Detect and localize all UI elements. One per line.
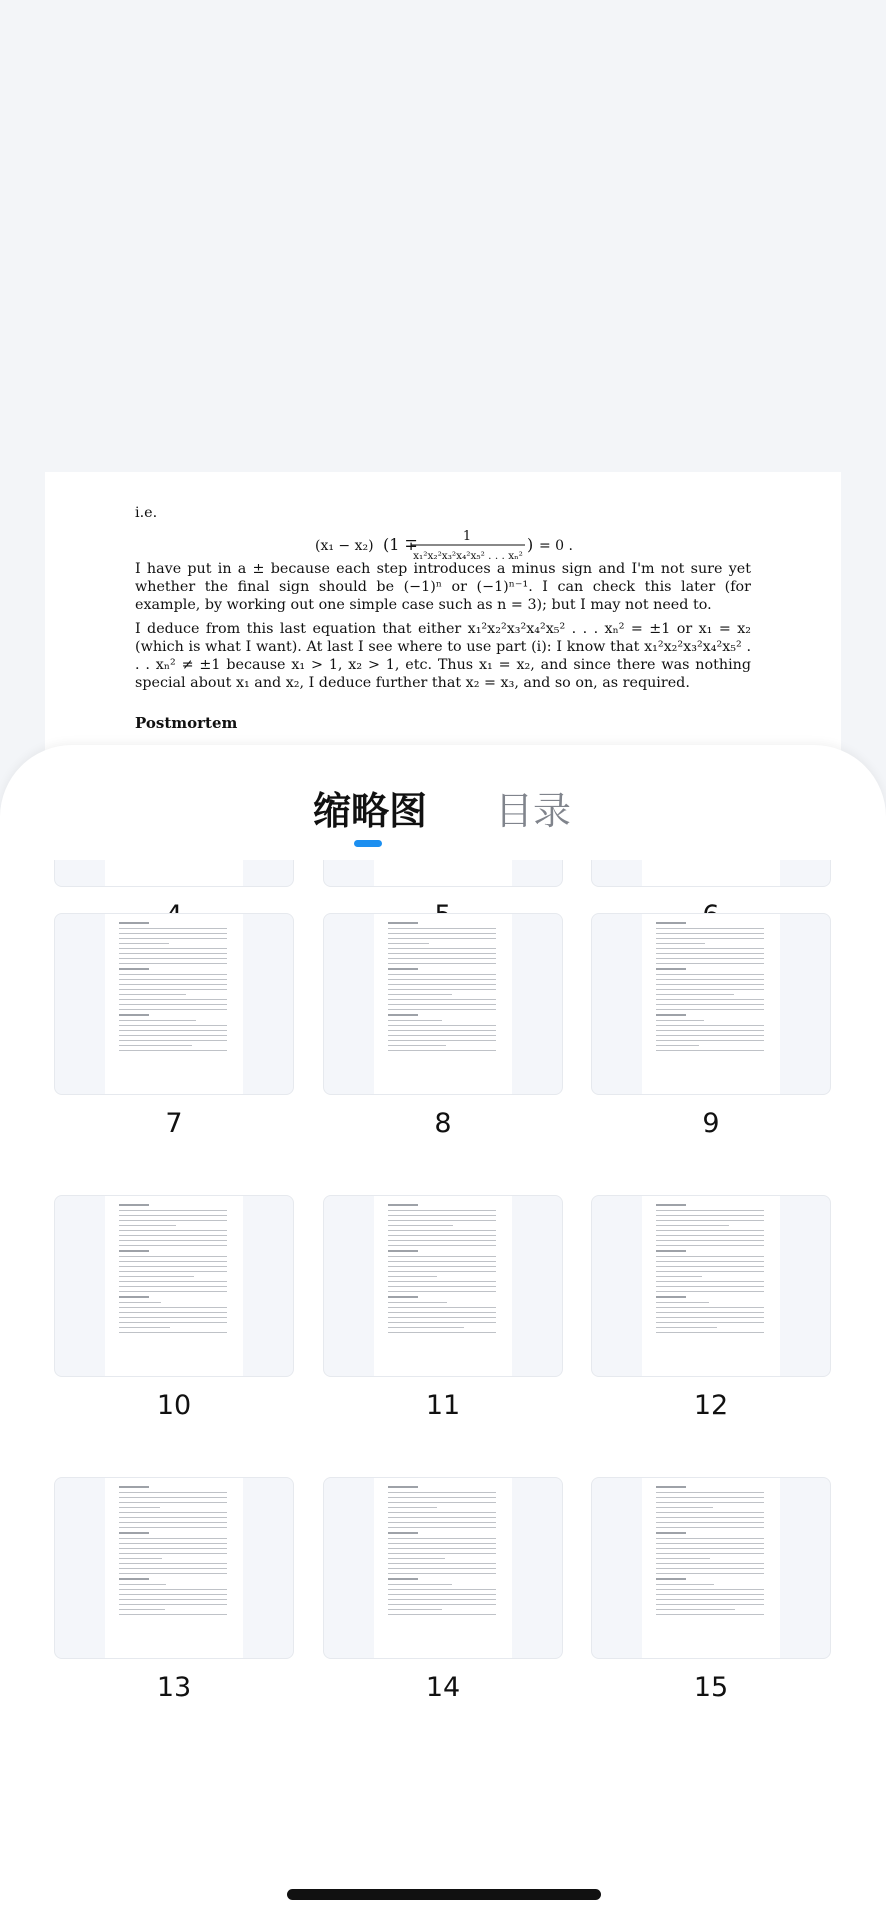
thumbnail-page-number: 9 bbox=[702, 1108, 720, 1139]
thumbnail-text-line bbox=[388, 1599, 496, 1600]
thumbnail-heading-line bbox=[388, 1014, 418, 1016]
thumbnail-text-line bbox=[656, 1604, 764, 1605]
thumbnail-heading-line bbox=[656, 1250, 686, 1252]
thumbnail-text-line bbox=[388, 1332, 496, 1333]
thumbnail-text-line bbox=[388, 1004, 496, 1005]
page-thumbnail[interactable] bbox=[54, 1195, 294, 1377]
thumbnail-text-line bbox=[388, 1594, 496, 1595]
thumbnail-text-line bbox=[388, 943, 429, 944]
thumbnail-text-line bbox=[656, 1286, 764, 1287]
thumbnail-text-line bbox=[388, 1286, 496, 1287]
thumbnail-page-preview bbox=[374, 860, 512, 887]
thumbnail-text-line bbox=[119, 1235, 227, 1236]
page-thumbnail[interactable] bbox=[54, 1477, 294, 1659]
thumbnail-text-line bbox=[119, 989, 227, 990]
thumbnail-text-line bbox=[119, 1256, 227, 1257]
page-thumbnail[interactable] bbox=[323, 1195, 563, 1377]
thumbnail-text-line bbox=[656, 1614, 764, 1615]
thumbnail-text-line bbox=[388, 1317, 496, 1318]
thumbnail-text-line bbox=[388, 953, 496, 954]
thumbnail-text-line bbox=[388, 938, 496, 939]
thumbnail-page-number: 15 bbox=[693, 1672, 729, 1703]
thumbnail-text-line bbox=[656, 928, 764, 929]
thumbnail-text-line bbox=[388, 928, 496, 929]
thumbnail-heading-line bbox=[656, 1204, 686, 1206]
thumbnail-text-line bbox=[119, 1220, 227, 1221]
thumbnail-page-number: 11 bbox=[425, 1390, 461, 1421]
thumbnail-text-line bbox=[119, 948, 227, 949]
thumbnail-text-line bbox=[388, 1281, 496, 1282]
thumbnail-text-line bbox=[656, 948, 764, 949]
thumbnail-text-line bbox=[388, 963, 496, 964]
formula-numerator: 1 bbox=[462, 529, 472, 544]
thumbnail-text-line bbox=[119, 1589, 227, 1590]
tab-active-indicator bbox=[354, 840, 382, 847]
thumbnail-text-line bbox=[656, 999, 764, 1000]
thumbnail-text-line bbox=[119, 1517, 227, 1518]
thumbnail-text-line bbox=[119, 1522, 227, 1523]
thumbnail-text-line bbox=[388, 1266, 496, 1267]
thumbnail-text-line bbox=[119, 1045, 192, 1046]
thumbnail-heading-line bbox=[656, 1532, 686, 1534]
thumbnail-heading-line bbox=[656, 1486, 686, 1488]
page-thumbnail[interactable] bbox=[323, 913, 563, 1095]
thumbnail-text-line bbox=[656, 943, 705, 944]
thumbnail-text-line bbox=[656, 1553, 764, 1554]
thumbnail-text-line bbox=[656, 1307, 764, 1308]
thumbnail-text-line bbox=[656, 963, 764, 964]
thumbnail-text-line bbox=[388, 1235, 496, 1236]
thumbnail-text-line bbox=[388, 948, 496, 949]
thumbnail-page-preview bbox=[374, 914, 512, 1095]
thumbnail-grid-viewport[interactable] bbox=[0, 860, 886, 1920]
thumbnail-text-line bbox=[119, 1035, 227, 1036]
thumbnail-text-line bbox=[656, 1558, 710, 1559]
thumbnail-text-line bbox=[119, 1594, 227, 1595]
page-thumbnail[interactable] bbox=[591, 1477, 831, 1659]
thumbnail-text-line bbox=[656, 1020, 704, 1021]
thumbnail-text-line bbox=[119, 1230, 227, 1231]
thumbnail-text-line bbox=[119, 1040, 227, 1041]
tab-thumbnails[interactable]: 缩略图 bbox=[313, 789, 428, 833]
thumbnail-text-line bbox=[656, 1538, 764, 1539]
thumbnail-text-line bbox=[656, 1050, 764, 1051]
thumbnail-text-line bbox=[119, 1614, 227, 1615]
thumbnail-text-line bbox=[119, 1548, 227, 1549]
thumbnail-text-line bbox=[388, 1558, 445, 1559]
thumbnail-text-line bbox=[388, 1497, 496, 1498]
thumbnail-text-line bbox=[388, 933, 496, 934]
thumbnail-heading-line bbox=[656, 968, 686, 970]
thumbnail-text-line bbox=[119, 1245, 227, 1246]
thumbnail-heading-line bbox=[388, 1204, 418, 1206]
thumbnail-sheet bbox=[0, 745, 886, 1920]
thumbnail-text-line bbox=[119, 1512, 227, 1513]
thumbnail-text-line bbox=[119, 958, 227, 959]
thumbnail-heading-line bbox=[119, 1204, 149, 1206]
thumbnail-text-line bbox=[119, 1261, 227, 1262]
thumbnail-text-line bbox=[388, 1563, 496, 1564]
thumbnail-text-line bbox=[119, 1327, 170, 1328]
thumbnail-text-line bbox=[119, 1322, 227, 1323]
thumbnail-heading-line bbox=[119, 1532, 149, 1534]
thumbnail-text-line bbox=[119, 1599, 227, 1600]
thumbnail-text-line bbox=[388, 974, 496, 975]
thumbnail-text-line bbox=[119, 1573, 227, 1574]
thumbnail-text-line bbox=[656, 938, 764, 939]
thumbnail-text-line bbox=[119, 1568, 227, 1569]
thumbnail-heading-line bbox=[119, 1296, 149, 1298]
thumbnail-heading-line bbox=[119, 1486, 149, 1488]
thumbnail-text-line bbox=[119, 1020, 196, 1021]
thumbnail-text-line bbox=[656, 1522, 764, 1523]
thumbnail-page-preview bbox=[642, 1196, 780, 1377]
thumbnail-text-line bbox=[388, 1215, 496, 1216]
thumbnail-text-line bbox=[119, 1286, 227, 1287]
thumbnail-text-line bbox=[388, 1291, 496, 1292]
thumbnail-text-line bbox=[388, 1276, 437, 1277]
thumbnail-text-line bbox=[656, 1245, 764, 1246]
thumbnail-page-preview bbox=[374, 1478, 512, 1659]
thumbnail-text-line bbox=[388, 1553, 496, 1554]
thumbnail-page-preview bbox=[105, 1196, 243, 1377]
thumbnail-text-line bbox=[388, 989, 496, 990]
thumbnail-text-line bbox=[388, 1312, 496, 1313]
thumbnail-text-line bbox=[388, 1050, 496, 1051]
thumbnail-text-line bbox=[119, 1538, 227, 1539]
thumbnail-text-line bbox=[119, 1210, 227, 1211]
thumbnail-text-line bbox=[388, 1543, 496, 1544]
thumbnail-text-line bbox=[119, 999, 227, 1000]
thumbnail-text-line bbox=[119, 1004, 227, 1005]
thumbnail-text-line bbox=[119, 1558, 162, 1559]
thumbnail-text-line bbox=[119, 1609, 165, 1610]
thumbnail-text-line bbox=[388, 1614, 496, 1615]
thumbnail-text-line bbox=[119, 1584, 166, 1585]
thumbnail-text-line bbox=[656, 1327, 717, 1328]
thumbnail-page-preview bbox=[105, 860, 243, 887]
thumbnail-text-line bbox=[656, 1271, 764, 1272]
thumbnail-text-line bbox=[656, 1332, 764, 1333]
thumbnail-heading-line bbox=[388, 1532, 418, 1534]
thumbnail-text-line bbox=[119, 1497, 227, 1498]
thumbnail-text-line bbox=[656, 974, 764, 975]
thumbnail-text-line bbox=[656, 1281, 764, 1282]
thumbnail-text-line bbox=[119, 1492, 227, 1493]
thumbnail-text-line bbox=[656, 979, 764, 980]
thumbnail-text-line bbox=[656, 1025, 764, 1026]
thumbnail-heading-line bbox=[656, 1296, 686, 1298]
thumbnail-heading-line bbox=[119, 968, 149, 970]
thumbnail-heading-line bbox=[119, 1578, 149, 1580]
thumbnail-text-line bbox=[119, 938, 227, 939]
thumbnail-heading-line bbox=[388, 1296, 418, 1298]
thumbnail-text-line bbox=[119, 979, 227, 980]
thumbnail-heading-line bbox=[388, 1250, 418, 1252]
thumbnail-text-line bbox=[388, 1220, 496, 1221]
thumbnail-text-line bbox=[119, 1215, 227, 1216]
thumbnail-text-line bbox=[656, 1512, 764, 1513]
thumbnail-text-line bbox=[119, 1009, 227, 1010]
thumbnail-text-line bbox=[119, 953, 227, 954]
thumbnail-text-line bbox=[656, 1266, 764, 1267]
thumbnail-text-line bbox=[119, 1307, 227, 1308]
thumbnail-text-line bbox=[388, 1548, 496, 1549]
page-thumbnail[interactable] bbox=[54, 860, 294, 887]
thumbnail-text-line bbox=[388, 979, 496, 980]
thumbnail-text-line bbox=[119, 1317, 227, 1318]
thumbnail-text-line bbox=[388, 1009, 496, 1010]
thumbnail-text-line bbox=[656, 1548, 764, 1549]
tab-toc[interactable]: 目录 bbox=[495, 789, 572, 833]
thumbnail-page-preview bbox=[374, 1196, 512, 1377]
thumbnail-text-line bbox=[388, 1507, 437, 1508]
thumbnail-heading-line bbox=[119, 1250, 149, 1252]
formula-close: ) bbox=[527, 535, 534, 554]
thumbnail-text-line bbox=[388, 984, 496, 985]
thumbnail-text-line bbox=[388, 1025, 496, 1026]
thumbnail-text-line bbox=[656, 1225, 729, 1226]
thumbnail-text-line bbox=[388, 1589, 496, 1590]
thumbnail-text-line bbox=[656, 1220, 764, 1221]
page-thumbnail[interactable] bbox=[323, 860, 563, 887]
thumbnail-text-line bbox=[388, 1573, 496, 1574]
thumbnail-text-line bbox=[119, 1240, 227, 1241]
thumbnail-text-line bbox=[656, 1322, 764, 1323]
thumbnail-text-line bbox=[656, 1004, 764, 1005]
thumbnail-text-line bbox=[656, 1009, 764, 1010]
thumbnail-text-line bbox=[119, 1302, 161, 1303]
doc-paragraph-1: I have put in a ± because each step introduces a minus sign and I'm not sure yet whether the final sign should be (−1)ⁿ or (−1)ⁿ⁻¹. I can check this later (for example, by working out one simple case such as n = 3); but I may not need to. bbox=[135, 561, 751, 613]
thumbnail-text-line bbox=[656, 1045, 699, 1046]
thumbnail-text-line bbox=[656, 1527, 764, 1528]
thumbnail-text-line bbox=[656, 1215, 764, 1216]
thumbnail-text-line bbox=[388, 1302, 447, 1303]
thumbnail-text-line bbox=[656, 1040, 764, 1041]
thumbnail-page-number: 10 bbox=[156, 1390, 192, 1421]
formula-prefix: (x₁ − x₂) bbox=[315, 538, 374, 554]
thumbnail-text-line bbox=[119, 1527, 227, 1528]
thumbnail-text-line bbox=[388, 1261, 496, 1262]
thumbnail-heading-line bbox=[656, 922, 686, 924]
page-thumbnail[interactable] bbox=[323, 1477, 563, 1659]
thumbnail-text-line bbox=[656, 1235, 764, 1236]
thumbnail-text-line bbox=[388, 1584, 452, 1585]
thumbnail-text-line bbox=[119, 1312, 227, 1313]
thumbnail-text-line bbox=[388, 1502, 496, 1503]
thumbnail-text-line bbox=[388, 1522, 496, 1523]
thumbnail-text-line bbox=[656, 1594, 764, 1595]
thumbnail-text-line bbox=[656, 989, 764, 990]
thumbnail-text-line bbox=[119, 984, 227, 985]
thumbnail-text-line bbox=[388, 1035, 496, 1036]
thumbnail-text-line bbox=[656, 1568, 764, 1569]
thumbnail-text-line bbox=[388, 1240, 496, 1241]
doc-paragraph-2: I deduce from this last equation that either x₁²x₂²x₃²x₄²x₅² . . . xₙ² = ±1 or x₁ = x₂ (which is what I want). At last I see where to use part (i): I know that x₁²x₂²x₃²x₄²x₅² . . . xₙ² ≠ ±1 because x₁ > 1, x₂ > 1, etc. Thus x₁ = x₂, and since there was nothing special about x₁ and x₂, I deduce further that x₂ = x₃, and so on, as required. bbox=[135, 621, 751, 691]
thumbnail-text-line bbox=[388, 1307, 496, 1308]
thumbnail-text-line bbox=[656, 1507, 713, 1508]
thumbnail-text-line bbox=[119, 943, 169, 944]
thumbnail-text-line bbox=[656, 1230, 764, 1231]
thumbnail-text-line bbox=[656, 1497, 764, 1498]
thumbnail-page-number: 8 bbox=[434, 1108, 452, 1139]
thumbnail-text-line bbox=[656, 1584, 714, 1585]
thumbnail-heading-line bbox=[656, 1578, 686, 1580]
thumbnail-page-preview bbox=[642, 914, 780, 1095]
thumbnail-text-line bbox=[656, 1609, 735, 1610]
thumbnail-text-line bbox=[119, 1553, 227, 1554]
thumbnail-heading-line bbox=[388, 968, 418, 970]
thumbnail-text-line bbox=[388, 1040, 496, 1041]
thumbnail-text-line bbox=[656, 1276, 702, 1277]
thumbnail-text-line bbox=[119, 974, 227, 975]
thumbnail-heading-line bbox=[388, 1578, 418, 1580]
thumbnail-text-line bbox=[388, 1030, 496, 1031]
thumbnail-text-line bbox=[656, 1035, 764, 1036]
formula-suffix: = 0 . bbox=[539, 538, 573, 554]
doc-text-ie: i.e. bbox=[135, 505, 158, 521]
thumbnail-page-preview bbox=[105, 914, 243, 1095]
thumbnail-text-line bbox=[656, 933, 764, 934]
thumbnail-page-number: 14 bbox=[425, 1672, 461, 1703]
home-indicator[interactable] bbox=[287, 1889, 601, 1900]
thumbnail-text-line bbox=[656, 1543, 764, 1544]
thumbnail-text-line bbox=[119, 1502, 227, 1503]
thumbnail-text-line bbox=[656, 1573, 764, 1574]
thumbnail-text-line bbox=[656, 1563, 764, 1564]
document-page bbox=[45, 472, 841, 772]
thumbnail-text-line bbox=[119, 1291, 227, 1292]
page-thumbnail[interactable] bbox=[591, 1195, 831, 1377]
thumbnail-heading-line bbox=[656, 1014, 686, 1016]
thumbnail-text-line bbox=[656, 1492, 764, 1493]
thumbnail-text-line bbox=[388, 1256, 496, 1257]
thumbnail-text-line bbox=[388, 1609, 442, 1610]
thumbnail-text-line bbox=[119, 963, 227, 964]
thumbnail-text-line bbox=[388, 1225, 453, 1226]
thumbnail-text-line bbox=[388, 1020, 442, 1021]
thumbnail-text-line bbox=[388, 1322, 496, 1323]
thumbnail-text-line bbox=[119, 1281, 227, 1282]
thumbnail-text-line bbox=[656, 1256, 764, 1257]
thumbnail-text-line bbox=[119, 1543, 227, 1544]
thumbnail-text-line bbox=[656, 1261, 764, 1262]
thumbnail-text-line bbox=[119, 1225, 176, 1226]
thumbnail-text-line bbox=[656, 1312, 764, 1313]
thumbnail-text-line bbox=[388, 1492, 496, 1493]
thumbnail-text-line bbox=[119, 1025, 227, 1026]
thumbnail-text-line bbox=[656, 1291, 764, 1292]
thumbnail-text-line bbox=[656, 1240, 764, 1241]
thumbnail-text-line bbox=[656, 958, 764, 959]
thumbnail-text-line bbox=[388, 1512, 496, 1513]
thumbnail-text-line bbox=[388, 958, 496, 959]
thumbnail-page-preview bbox=[642, 860, 780, 887]
thumbnail-text-line bbox=[656, 1030, 764, 1031]
formula-open: (1 ∓ bbox=[383, 535, 418, 554]
thumbnail-text-line bbox=[388, 1230, 496, 1231]
doc-formula bbox=[315, 518, 615, 566]
thumbnail-text-line bbox=[388, 1538, 496, 1539]
thumbnail-page-number: 7 bbox=[165, 1108, 183, 1139]
page-thumbnail[interactable] bbox=[54, 913, 294, 1095]
thumbnail-text-line bbox=[388, 1210, 496, 1211]
thumbnail-text-line bbox=[119, 928, 227, 929]
thumbnail-page-number: 13 bbox=[156, 1672, 192, 1703]
thumbnail-text-line bbox=[388, 1517, 496, 1518]
thumbnail-text-line bbox=[388, 1568, 496, 1569]
thumbnail-text-line bbox=[656, 1502, 764, 1503]
page-thumbnail[interactable] bbox=[591, 913, 831, 1095]
thumbnail-text-line bbox=[388, 1045, 446, 1046]
thumbnail-page-preview bbox=[642, 1478, 780, 1659]
thumbnail-text-line bbox=[119, 1332, 227, 1333]
page-thumbnail[interactable] bbox=[591, 860, 831, 887]
thumbnail-text-line bbox=[119, 1276, 194, 1277]
thumbnail-text-line bbox=[656, 984, 764, 985]
thumbnail-text-line bbox=[388, 1327, 464, 1328]
thumbnail-text-line bbox=[656, 1317, 764, 1318]
thumbnail-page-preview bbox=[105, 1478, 243, 1659]
doc-section-heading: Postmortem bbox=[135, 714, 238, 732]
thumbnail-text-line bbox=[119, 1050, 227, 1051]
thumbnail-heading-line bbox=[119, 1014, 149, 1016]
thumbnail-heading-line bbox=[388, 922, 418, 924]
thumbnail-text-line bbox=[388, 1604, 496, 1605]
thumbnail-text-line bbox=[388, 1271, 496, 1272]
thumbnail-text-line bbox=[119, 933, 227, 934]
thumbnail-text-line bbox=[388, 1527, 496, 1528]
thumbnail-text-line bbox=[119, 994, 186, 995]
thumbnail-text-line bbox=[119, 1563, 227, 1564]
thumbnail-heading-line bbox=[119, 922, 149, 924]
formula-denominator: x₁²x₂²x₃²x₄²x₅² . . . xₙ² bbox=[413, 550, 523, 562]
thumbnail-text-line bbox=[656, 953, 764, 954]
thumbnail-text-line bbox=[119, 1266, 227, 1267]
thumbnail-text-line bbox=[388, 1245, 496, 1246]
thumbnail-text-line bbox=[656, 994, 734, 995]
thumbnail-text-line bbox=[388, 999, 496, 1000]
thumbnail-text-line bbox=[388, 994, 452, 995]
thumbnail-text-line bbox=[656, 1302, 709, 1303]
thumbnail-text-line bbox=[656, 1599, 764, 1600]
thumbnail-heading-line bbox=[388, 1486, 418, 1488]
thumbnail-text-line bbox=[656, 1589, 764, 1590]
thumbnail-text-line bbox=[119, 1507, 160, 1508]
thumbnail-text-line bbox=[656, 1210, 764, 1211]
thumbnail-text-line bbox=[119, 1030, 227, 1031]
thumbnail-page-number: 12 bbox=[693, 1390, 729, 1421]
thumbnail-text-line bbox=[656, 1517, 764, 1518]
thumbnail-text-line bbox=[119, 1271, 227, 1272]
thumbnail-text-line bbox=[119, 1604, 227, 1605]
